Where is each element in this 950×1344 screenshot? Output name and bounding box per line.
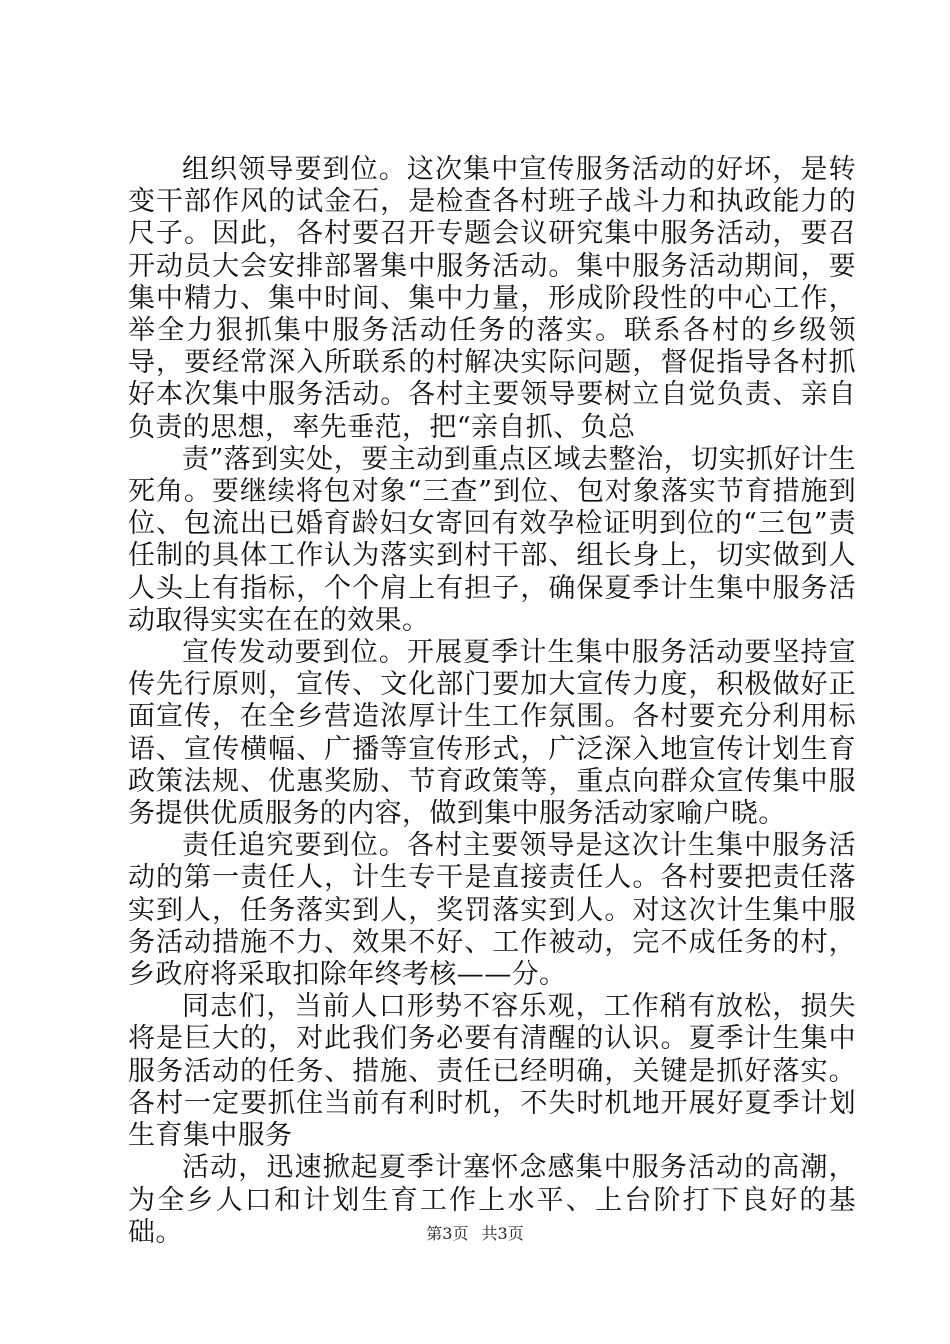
paragraph-conclusion: 活动，迅速掀起夏季计塞怀念感集中服务活动的高潮，为全乡人口和计划生育工作上水平、上台阶打下良好的基础。 bbox=[128, 1152, 856, 1248]
document-body bbox=[128, 154, 856, 1249]
page-footer bbox=[0, 1221, 950, 1244]
paragraph-organization-leadership: 组织领导要到位。这次集中宣传服务活动的好坏，是转变干部作风的试金石，是检查各村班子战斗力和执政能力的尺子。因此，各村要召开专题会议研究集中服务活动，要召开动员大会安排部署集中服务活动。集中服务活动期间，要集中精力、集中时间、集中力量，形成阶段性的中心工作，举全力狠抓集中服务活动任务的落实。联系各村的乡级领导，要经常深入所联系的村解决实际问题，督促指导各村抓好本次集中服务活动。各村主要领导要树立自觉负责、亲自负责的思想，率先垂范，把“亲自抓、负总 bbox=[128, 154, 856, 443]
paragraph-comrades: 同志们，当前人口形势不容乐观，工作稍有放松，损失将是巨大的，对此我们务必要有清醒的认识。夏季计生集中服务活动的任务、措施、责任已经明确，关键是抓好落实。各村一定要抓住当前有利时机，不失时机地开展好夏季计划生育集中服务 bbox=[128, 991, 856, 1152]
paragraph-accountability: 责任追究要到位。各村主要领导是这次计生集中服务活动的第一责任人，计生专干是直接责任人。各村要把责任落实到人，任务落实到人，奖罚落实到人。对这次计生集中服务活动措施不力、效果不好、工作被动，完不成任务的村，乡政府将采取扣除年终考核——分。 bbox=[128, 830, 856, 991]
paragraph-responsibility-implementation: 责”落到实处，要主动到重点区域去整治，切实抓好计生死角。要继续将包对象“三查”到位、包对象落实节育措施到位、包流出已婚育龄妇女寄回有效孕检证明到位的“三包”责任制的具体工作认为落实到村干部、组长身上，切实做到人人头上有指标，个个肩上有担子，确保夏季计生集中服务活动取得实实在在的效果。 bbox=[128, 443, 856, 636]
page-number: 第3页 bbox=[426, 1224, 469, 1243]
total-pages: 共3页 bbox=[481, 1224, 524, 1243]
paragraph-publicity: 宣传发动要到位。开展夏季计生集中服务活动要坚持宣传先行原则，宣传、文化部门要加大宣传力度，积极做好正面宣传，在全乡营造浓厚计生工作氛围。各村要充分利用标语、宣传横幅、广播等宣传形式，广泛深入地宣传计划生育政策法规、优惠奖励、节育政策等，重点向群众宣传集中服务提供优质服务的内容，做到集中服务活动家喻户晓。 bbox=[128, 637, 856, 830]
